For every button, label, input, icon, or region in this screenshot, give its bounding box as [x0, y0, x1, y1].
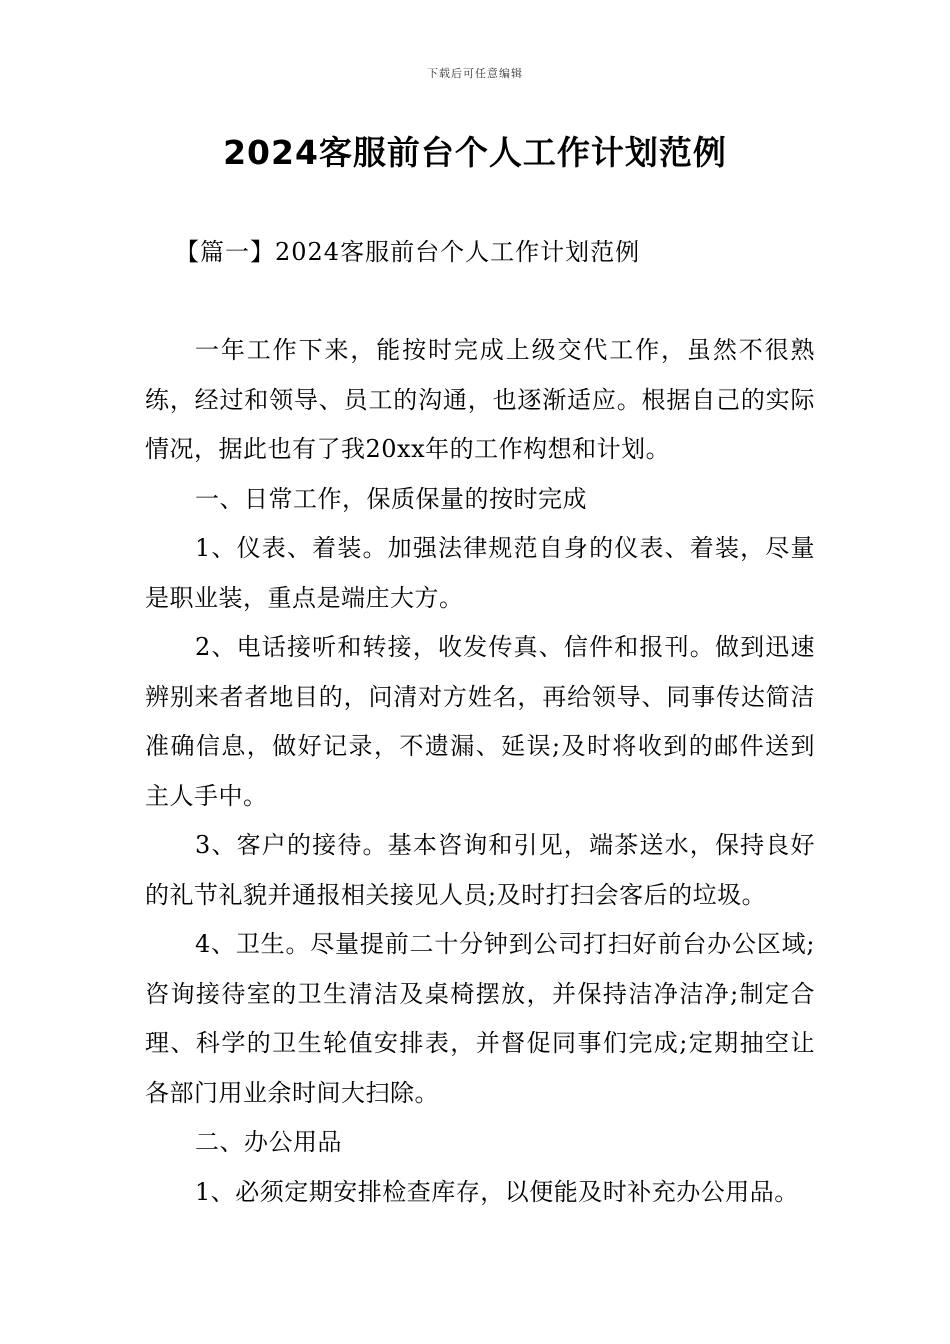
paragraph-heading-daily-work: 一、日常工作，保质保量的按时完成: [195, 484, 587, 513]
header-note: 下载后可任意编辑: [427, 67, 523, 80]
paragraph-item-appearance: 1、仪表、着装。加强法律规范自身的仪表、着装，尽量是职业装，重点是端庄大方。: [145, 534, 815, 612]
paragraph-intro: 一年工作下来，能按时完成上级交代工作，虽然不很熟练，经过和领导、员工的沟通，也逐渐适应。根据自己的实际情况，据此也有了我20xx年的工作构想和计划。: [145, 336, 815, 463]
paragraph-heading-office-supplies: 二、办公用品: [195, 1128, 342, 1156]
paragraph-item-hygiene: 4、卫生。尽量提前二十分钟到公司打扫好前台办公区域;咨询接待室的卫生清洁及桌椅摆放，并保持洁净洁净;制定合理、科学的卫生轮值安排表，并督促同事们完成;定期抽空让各部门用业余时间大扫除。: [145, 930, 815, 1107]
document-title: 2024客服前台个人工作计划范例: [223, 133, 727, 172]
document-body: [145, 326, 815, 1217]
paragraph-item-phone: 2、电话接听和转接，收发传真、信件和报刊。做到迅速辨别来者者地目的，问清对方姓名，再给领导、同事传达简洁准确信息，做好记录，不遗漏、延误;及时将收到的邮件送到主人手中。: [145, 633, 815, 810]
paragraph-item-reception: 3、客户的接待。基本咨询和引见，端茶送水，保持良好的礼节礼貌并通报相关接见人员;及时打扫会客后的垃圾。: [145, 831, 815, 909]
section-heading: 【篇一】2024客服前台个人工作计划范例: [175, 238, 641, 266]
paragraph-item-inventory: 1、必须定期安排检查库存，以便能及时补充办公用品。: [195, 1177, 799, 1206]
